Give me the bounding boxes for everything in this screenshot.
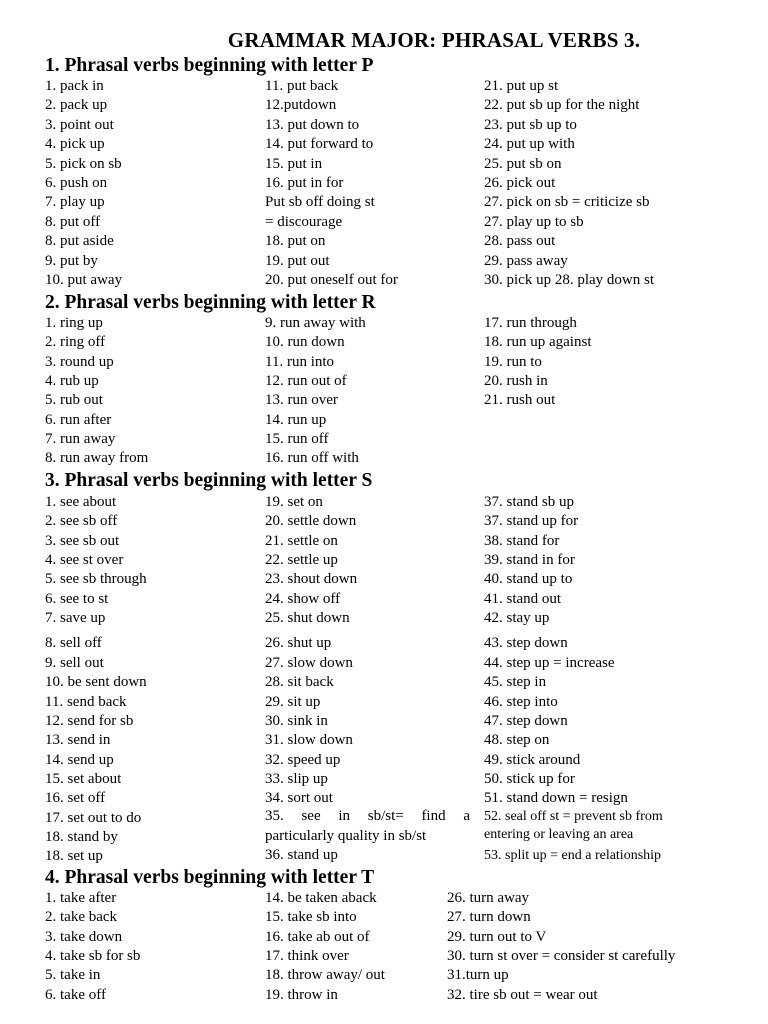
verb-item: 32. tire sb out = wear out [447, 986, 598, 1003]
verb-item: 12.putdown [265, 97, 337, 114]
verb-item: 1. take after [45, 890, 117, 906]
verb-item: 25. shut down [265, 610, 350, 627]
item35-word: see [301, 808, 321, 824]
verb-item: 28. sit back [265, 674, 334, 691]
verb-item: 44. step up = increase [484, 654, 615, 671]
verb-item: 27. turn down [447, 909, 531, 926]
verb-item: 20. put oneself out for [265, 272, 398, 288]
verb-item: 40. stand up to [484, 571, 573, 588]
verb-item: 4. see st over [45, 552, 124, 569]
verb-item: 2. ring off [45, 334, 106, 351]
verb-item: 33. slip up [265, 770, 328, 787]
verb-item: 28. pass out [484, 233, 556, 250]
verb-item: 18. put on [265, 233, 326, 250]
verb-item: 30. pick up 28. play down st [484, 272, 654, 288]
verb-item: 37. stand up for [484, 513, 579, 530]
verb-item: 15. take sb into [265, 909, 357, 926]
verb-item: 1. pack in [45, 78, 104, 94]
verb-item: 48. step on [484, 732, 550, 749]
verb-item: 4. pick up [45, 136, 105, 153]
verb-item: 2. take back [45, 909, 118, 926]
verb-item: 50. stick up for [484, 770, 575, 787]
verb-item: 20. settle down [265, 513, 357, 530]
verb-item: 46. step into [484, 693, 558, 710]
verb-item: 6. run after [45, 411, 112, 428]
verb-item: 49. stick around [484, 751, 581, 768]
verb-item: 39. stand in for [484, 552, 575, 569]
verb-item: 27. slow down [265, 654, 353, 671]
verb-item: 16. run off with [265, 450, 359, 467]
verb-item: 42. stay up [484, 610, 550, 627]
verb-item: 19. throw in [265, 986, 338, 1003]
verb-item: 5. rub out [45, 392, 103, 409]
verb-item: 16. set off [45, 790, 106, 807]
verb-item: 6. see to st [45, 590, 109, 607]
verb-item: 3. see sb out [45, 532, 120, 549]
verb-item: 20. rush in [484, 372, 548, 389]
verb-item: 14. be taken aback [265, 890, 377, 906]
verb-item: 17. set out to do [45, 809, 142, 826]
verb-item: 16. put in for [265, 175, 344, 191]
verb-item: 12. run out of [265, 372, 347, 389]
verb-item: 12. send for sb [45, 712, 134, 729]
verb-item: = discourage [265, 213, 343, 230]
section-heading-s: 3. Phrasal verbs beginning with letter S [45, 470, 373, 491]
section-s-item53: 53. split up = end a relationship [484, 848, 662, 863]
verb-item: 13. run over [265, 392, 338, 409]
verb-item: 7. run away [45, 430, 116, 447]
verb-item: 18. throw away/ out [265, 967, 385, 984]
section-heading-r: 2. Phrasal verbs beginning with letter R [45, 292, 376, 313]
verb-item: 19. run to [484, 353, 542, 370]
verb-item: 17. think over [265, 947, 349, 964]
verb-item: 27. pick on sb = criticize sb [484, 194, 650, 211]
section-s-item35 [265, 807, 470, 826]
verb-item: 26. turn away [447, 890, 530, 906]
verb-item: 25. put sb on [484, 155, 562, 172]
verb-item: 10. put away [45, 272, 123, 288]
verb-item: 23. put sb up to [484, 116, 577, 133]
page-title: GRAMMAR MAJOR: PHRASAL VERBS 3. [227, 28, 641, 52]
verb-item: 9. run away with [265, 315, 366, 331]
verb-item: 21. settle on [265, 532, 338, 549]
verb-item: 27. play up to sb [484, 213, 584, 230]
verb-item: 3. point out [45, 116, 114, 133]
verb-item: 15. set about [45, 770, 122, 787]
item35-word: sb/st= [367, 808, 404, 824]
verb-item: 8. sell off [45, 635, 102, 652]
verb-item: 31. slow down [265, 732, 353, 749]
verb-item: 14. run up [265, 411, 327, 428]
item35-word: a [463, 808, 470, 824]
verb-item: 22. put sb up for the night [484, 97, 640, 114]
verb-item: 29. sit up [265, 693, 321, 710]
verb-item: 30. turn st over = consider st carefully [447, 947, 676, 964]
verb-item: 5. take in [45, 967, 101, 984]
verb-item: 29. turn out to V [447, 928, 547, 945]
verb-item: 11. put back [265, 78, 339, 94]
verb-item: 19. set on [265, 494, 323, 510]
verb-item: 21. rush out [484, 392, 556, 409]
verb-item: 37. stand sb up [484, 494, 574, 510]
section-s-item52: 52. seal off st = prevent sb from [484, 809, 663, 824]
verb-item: 13. send in [45, 732, 111, 749]
verb-item: 34. sort out [265, 790, 333, 807]
section-s-item35-cont: particularly quality in sb/st [265, 828, 427, 844]
verb-item: 23. shout down [265, 571, 358, 588]
verb-item: 21. put up st [484, 78, 559, 94]
verb-item: 32. speed up [265, 751, 341, 768]
verb-item: 9. sell out [45, 654, 104, 671]
verb-item: 3. round up [45, 353, 114, 370]
verb-item: 19. put out [265, 252, 330, 269]
verb-item: 13. put down to [265, 116, 360, 133]
verb-item: 10. run down [265, 334, 345, 351]
verb-item: 11. send back [45, 693, 127, 710]
verb-item: 24. show off [265, 590, 341, 607]
verb-item: 22. settle up [265, 552, 338, 569]
verb-item: 11. run into [265, 353, 335, 370]
item35-word: in [338, 808, 351, 824]
item35-word: 35. [265, 808, 284, 824]
verb-item: 17. run through [484, 315, 577, 331]
verb-item: 8. put off [45, 213, 101, 230]
verb-item: 31.turn up [447, 967, 509, 984]
verb-item: 5. see sb through [45, 571, 147, 588]
verb-item: 15. run off [265, 430, 329, 447]
verb-item: 10. be sent down [45, 674, 147, 691]
verb-item: Put sb off doing st [265, 194, 375, 211]
section-s-item36: 36. stand up [265, 847, 338, 863]
verb-item: 1. see about [45, 494, 117, 510]
verb-item: 30. sink in [265, 712, 328, 729]
verb-item: 29. pass away [484, 252, 568, 269]
item35-word: find [421, 808, 446, 824]
verb-item: 9. put by [45, 252, 98, 269]
verb-item: 14. send up [45, 751, 114, 768]
section-s-item52-cont: entering or leaving an area [484, 827, 634, 842]
verb-item: 18. run up against [484, 334, 592, 351]
verb-item: 26. shut up [265, 635, 332, 652]
verb-item: 3. take down [45, 928, 123, 945]
verb-item: 24. put up with [484, 136, 575, 153]
verb-item: 2. see sb off [45, 513, 118, 530]
section-heading-t: 4. Phrasal verbs beginning with letter T [45, 867, 375, 888]
verb-item: 8. put aside [45, 233, 114, 250]
verb-item: 51. stand down = resign [484, 790, 628, 807]
verb-item: 4. take sb for sb [45, 947, 141, 964]
verb-item: 41. stand out [484, 590, 562, 607]
verb-item: 6. take off [45, 986, 106, 1003]
verb-item: 18. set up [45, 848, 103, 865]
verb-item: 4. rub up [45, 372, 99, 389]
verb-item: 1. ring up [45, 315, 103, 331]
verb-item: 26. pick out [484, 175, 556, 191]
verb-item: 16. take ab out of [265, 928, 370, 945]
verb-item: 7. save up [45, 610, 106, 627]
verb-item: 8. run away from [45, 450, 149, 467]
verb-item: 45. step in [484, 674, 547, 691]
verb-item: 6. push on [45, 175, 108, 191]
verb-item: 18. stand by [45, 828, 118, 845]
verb-item: 14. put forward to [265, 136, 374, 153]
verb-item: 7. play up [45, 194, 105, 211]
verb-item: 38. stand for [484, 532, 560, 549]
verb-item: 5. pick on sb [45, 155, 122, 172]
verb-item: 43. step down [484, 635, 568, 652]
section-heading-p: 1. Phrasal verbs beginning with letter P [45, 55, 374, 76]
verb-item: 15. put in [265, 155, 323, 172]
verb-item: 47. step down [484, 712, 568, 729]
verb-item: 2. pack up [45, 97, 108, 114]
